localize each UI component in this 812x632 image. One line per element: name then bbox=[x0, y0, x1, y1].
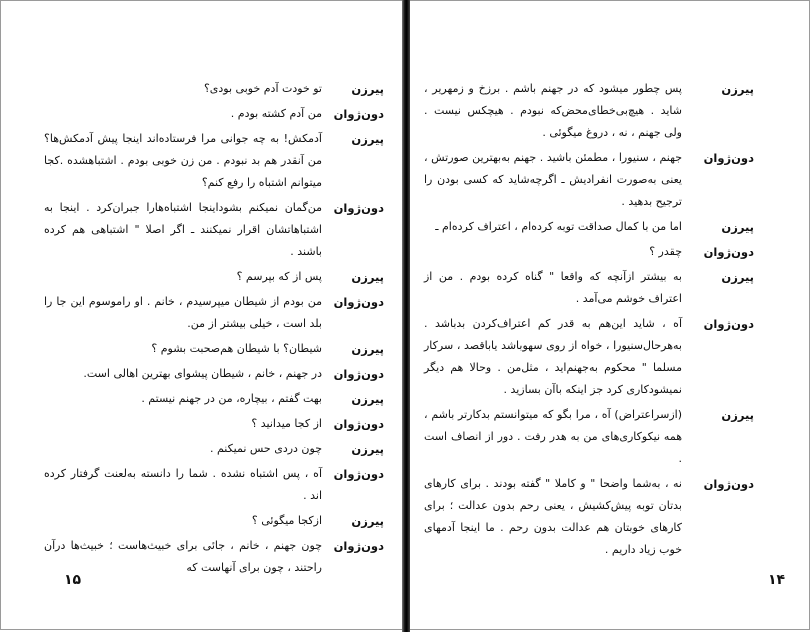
dialogue-entry bbox=[44, 266, 384, 288]
speaker-name: پیرزن bbox=[351, 270, 384, 284]
dialogue-line: من آدم کشته بودم . bbox=[230, 107, 322, 120]
dialogue-entry bbox=[424, 404, 754, 470]
dialogue-entry bbox=[44, 535, 384, 579]
page-number-right: ۱۴ bbox=[768, 572, 786, 588]
speaker-name: دون‌ژوان bbox=[703, 245, 754, 259]
dialogue-line: نه ، به‌شما واضحا " و کاملا " گفته بودند . برای کارهای بدتان توبه پیش‌کشیش ، یعنی رحم بدون عدالت ؛ برای کارهای خوبتان هم عدالت بدون رحم . ما اینجا آدمهای خوب زیاد داریم . bbox=[424, 477, 682, 556]
dialogue-entry bbox=[44, 510, 384, 532]
dialogue-line: پس از که بپرسم ؟ bbox=[236, 270, 322, 283]
dialogue-entry bbox=[424, 313, 754, 401]
dialogue-line: در جهنم ، خانم ، شیطان پیشوای بهترین اهالی است. bbox=[83, 367, 322, 380]
dialogue-line: اما من با کمال صداقت توبه کرده‌ام ، اعتراف کرده‌ام ـ bbox=[435, 220, 682, 233]
dialogue-line: آه ، پس اشتباه نشده . شما را دانسته به‌لعنت گرفتار کرده اند . bbox=[44, 467, 322, 502]
speaker-name: دون‌ژوان bbox=[703, 317, 754, 331]
speaker-name: پیرزن bbox=[351, 342, 384, 356]
dialogue-entry bbox=[424, 266, 754, 310]
speaker-name: دون‌ژوان bbox=[333, 539, 384, 553]
dialogue-entry bbox=[44, 463, 384, 507]
speaker-name: پیرزن bbox=[721, 270, 754, 284]
speaker-name: دون‌ژوان bbox=[333, 467, 384, 481]
dialogue-entry bbox=[424, 241, 754, 263]
dialogue-line: من بودم از شیطان میپرسیدم ، خانم . او راموسوم این جا را بلد است ، خیلی بیشتر از من. bbox=[44, 295, 322, 330]
dialogue-entry bbox=[424, 147, 754, 213]
book-spine bbox=[402, 0, 410, 632]
dialogue-entry bbox=[424, 473, 754, 561]
speaker-name: پیرزن bbox=[351, 132, 384, 146]
speaker-name: دون‌ژوان bbox=[333, 201, 384, 215]
dialogue-entry bbox=[424, 78, 754, 144]
dialogue-line: چقدر ؟ bbox=[649, 245, 682, 258]
dialogue-line: جهنم ، سنیورا ، مطمئن باشید . جهنم به‌بهترین صورتش ، یعنی به‌صورت انفرادیش ـ اگرچه‌شاید که کسی بودن را ترجیح بدهید . bbox=[424, 151, 682, 208]
dialogue-line: به بیشتر ازآنچه که واقعا " گناه کرده بودم . من از اعتراف خوشم می‌آمد . bbox=[424, 270, 682, 305]
dialogue-entry bbox=[44, 197, 384, 263]
speaker-name: دون‌ژوان bbox=[333, 367, 384, 381]
dialogue-line: ازکجا میگوئی ؟ bbox=[251, 514, 322, 527]
speaker-name: پیرزن bbox=[351, 442, 384, 456]
dialogue-line: پس چطور میشود که در جهنم باشم . برزخ و زمهریر ، شاید . هیچ‌بی‌خطای‌محض‌که نبودم . هیچکس نیست . ولی جهنم ، نه ، دروغ میگوئی . bbox=[424, 82, 682, 139]
dialogue-line: من‌گمان نمیکنم بشوداینجا اشتباه‌هارا جبران‌کرد . اینجا به اشتباهاتشان اقرار نمیکنند ـ اگر اصلا " اشتباهی هم کرده باشند . bbox=[44, 201, 322, 258]
speaker-name: دون‌ژوان bbox=[703, 151, 754, 165]
dialogue-entry bbox=[44, 291, 384, 335]
page-number-left: ۱۵ bbox=[64, 572, 82, 588]
dialogue-line: چون جهنم ، خانم ، جائی برای خبیث‌هاست ؛ خبیث‌ها درآن راحتند ، چون برای آنهاست که bbox=[44, 539, 322, 574]
speaker-name: پیرزن bbox=[351, 82, 384, 96]
dialogue-line: چون دردی حس نمیکنم . bbox=[209, 442, 322, 455]
dialogue-entry bbox=[44, 78, 384, 100]
speaker-name: پیرزن bbox=[721, 220, 754, 234]
dialogue-line: بهت گفتم ، بیچاره، من در جهنم نیستم . bbox=[141, 392, 322, 405]
dialogue-entry bbox=[44, 388, 384, 410]
dialogue-line: از کجا میدانید ؟ bbox=[251, 417, 322, 430]
speaker-name: دون‌ژوان bbox=[703, 477, 754, 491]
right-page bbox=[424, 78, 754, 564]
speaker-name: پیرزن bbox=[351, 514, 384, 528]
dialogue-entry bbox=[44, 338, 384, 360]
speaker-name: دون‌ژوان bbox=[333, 417, 384, 431]
speaker-name: پیرزن bbox=[721, 82, 754, 96]
dialogue-entry bbox=[44, 363, 384, 385]
dialogue-line: آدمکش! به چه جوانی مرا فرستاده‌اند اینجا پیش آدمکش‌ها؟ من آنقدر هم بد نبودم . من زن خوبی بودم . اشتباهشده .کجا میتوانم اشتباه را رفع کنم؟ bbox=[44, 132, 322, 189]
dialogue-entry bbox=[424, 216, 754, 238]
dialogue-line: (ازسراعتراض) آه ، مرا بگو که میتوانستم بدکارتر باشم ، همه نیکوکاری‌های من به هدر رفت . دور از انصاف است . bbox=[424, 408, 682, 465]
speaker-name: دون‌ژوان bbox=[333, 107, 384, 121]
dialogue-entry bbox=[44, 128, 384, 194]
dialogue-line: آه ، شاید این‌هم به قدر کم اعتراف‌کردن بدباشد . به‌هرحال‌سنیورا ، خواه از روی سهوباشد یاباقصد ، سرکار مسلما " محکوم به‌جهنم‌اید ، مثل‌من . وحالا هم دیگر نمیشودکاری کرد جز اینکه با‌آن بسازید . bbox=[424, 317, 682, 396]
dialogue-entry bbox=[44, 438, 384, 460]
dialogue-entry bbox=[44, 103, 384, 125]
speaker-name: پیرزن bbox=[351, 392, 384, 406]
dialogue-line: شیطان؟ با شیطان هم‌صحبت بشوم ؟ bbox=[151, 342, 322, 355]
dialogue-entry bbox=[44, 413, 384, 435]
dialogue-line: تو خودت آدم خوبی بودی؟ bbox=[203, 82, 322, 95]
left-page bbox=[44, 78, 384, 582]
speaker-name: دون‌ژوان bbox=[333, 295, 384, 309]
speaker-name: پیرزن bbox=[721, 408, 754, 422]
